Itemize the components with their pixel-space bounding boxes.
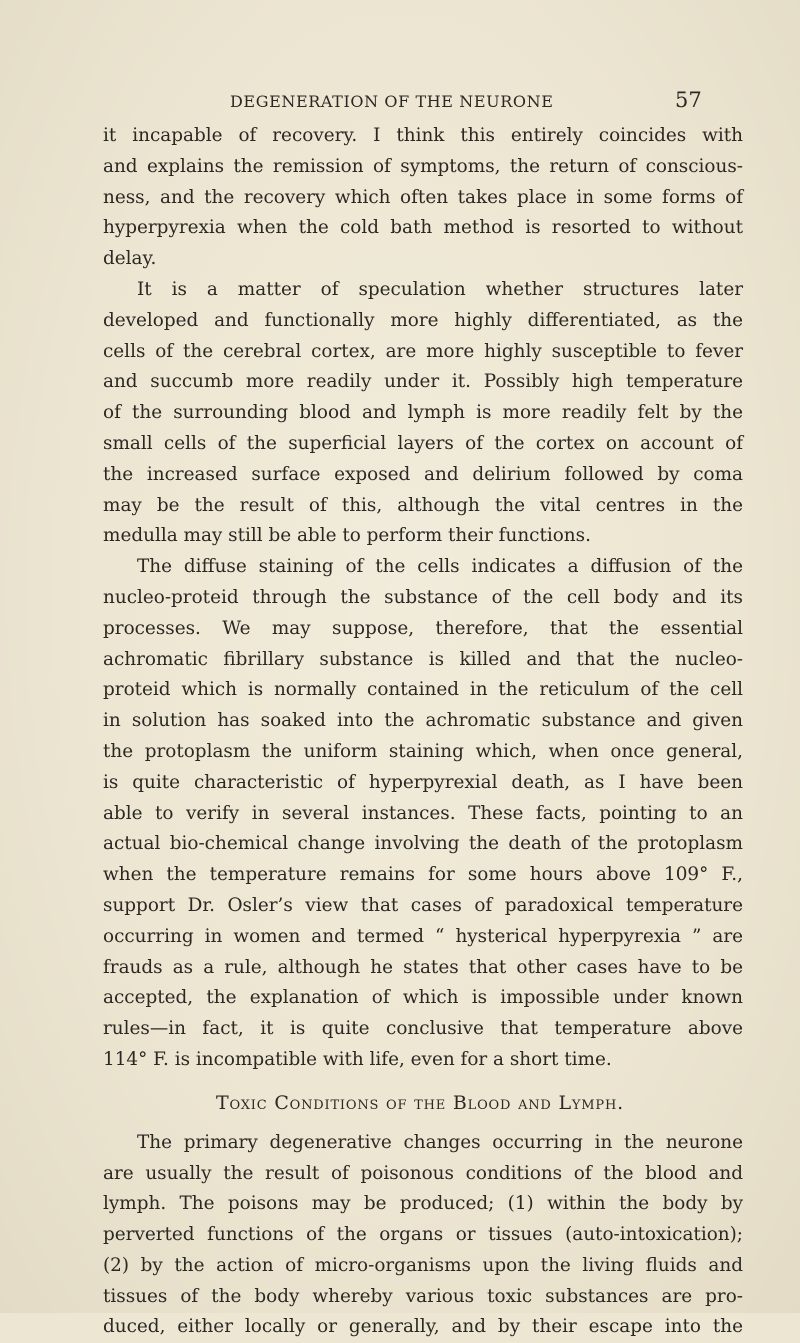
text-line: it incapable of recovery. I think this entirely coincides with <box>103 125 743 146</box>
text-line: occurring in women and termed “ hysterical hyperpyrexia ” are <box>103 925 743 947</box>
paragraph-2 <box>103 275 743 552</box>
text-line: support Dr. Osler’s view that cases of paradoxical temperature <box>103 894 743 916</box>
running-head <box>0 88 800 118</box>
text-line: are usually the result of poisonous conditions of the blood and <box>103 1162 743 1184</box>
text-line: is quite characteristic of hyperpyrexial death, as I have been <box>103 771 743 793</box>
text-line: frauds as a rule, although he states that other cases have to be <box>103 956 743 978</box>
section-heading: Toxic Conditions of the Blood and Lymph. <box>216 1091 624 1114</box>
text-line: nucleo-proteid through the substance of the cell body and its <box>103 586 743 608</box>
text-line: rules—in fact, it is quite conclusive that temperature above <box>103 1018 743 1040</box>
text-line: and explains the remission of symptoms, the return of conscious- <box>103 155 743 177</box>
body-text <box>103 121 743 1343</box>
text-line: delay. <box>103 248 157 270</box>
text-line: accepted, the explanation of which is impossible under known <box>103 987 743 1009</box>
text-line: (2) by the action of micro-organisms upon the living fluids and <box>103 1254 743 1276</box>
text-line: when the temperature remains for some hours above 109° F., <box>103 864 743 886</box>
text-line: developed and functionally more highly differentiated, as the <box>103 309 743 331</box>
paragraph-1 <box>103 121 743 275</box>
text-line: actual bio-chemical change involving the death of the protoplasm <box>103 833 743 855</box>
text-line: 114° F. is incompatible with life, even for a short time. <box>103 1048 612 1070</box>
text-line: It is a matter of speculation whether structures later <box>137 278 743 300</box>
page-number: 57 <box>675 88 702 112</box>
running-title: DEGENERATION OF THE NEURONE <box>230 92 554 111</box>
text-line: processes. We may suppose, therefore, that the essential <box>103 617 743 639</box>
text-line: of the surrounding blood and lymph is more readily felt by the <box>103 402 743 424</box>
text-line: small cells of the superficial layers of the cortex on account of <box>103 432 743 454</box>
text-line: perverted functions of the organs or tissues (auto-intoxication); <box>103 1224 743 1246</box>
text-line: cells of the cerebral cortex, are more highly susceptible to fever <box>103 340 743 362</box>
text-line: proteid which is normally contained in the reticulum of the cell <box>103 679 743 701</box>
text-line: medulla may still be able to perform their functions. <box>103 525 591 547</box>
text-line: the protoplasm the uniform staining which, when once general, <box>103 740 743 762</box>
section-paragraph <box>103 1128 743 1343</box>
text-line: The primary degenerative changes occurring in the neurone <box>137 1131 743 1153</box>
text-line: and succumb more readily under it. Possibly high temperature <box>103 371 743 393</box>
text-line: the increased surface exposed and delirium followed by coma <box>103 463 743 485</box>
text-line: achromatic fibrillary substance is killed and that the nucleo- <box>103 648 743 670</box>
text-line: ness, and the recovery which often takes place in some forms of <box>103 186 743 208</box>
text-line: tissues of the body whereby various toxic substances are pro- <box>103 1285 743 1307</box>
text-line: able to verify in several instances. These facts, pointing to an <box>103 802 743 824</box>
text-line: The diffuse staining of the cells indicates a diffusion of the <box>137 556 743 578</box>
text-line: may be the result of this, although the vital centres in the <box>103 494 743 516</box>
paragraph-3 <box>103 552 743 1076</box>
text-line: lymph. The poisons may be produced; (1) within the body by <box>103 1193 743 1215</box>
text-line: hyperpyrexia when the cold bath method is resorted to without <box>103 217 743 239</box>
text-line: duced, either locally or generally, and by their escape into the <box>103 1316 743 1338</box>
text-line: in solution has soaked into the achromatic substance and given <box>103 710 743 732</box>
